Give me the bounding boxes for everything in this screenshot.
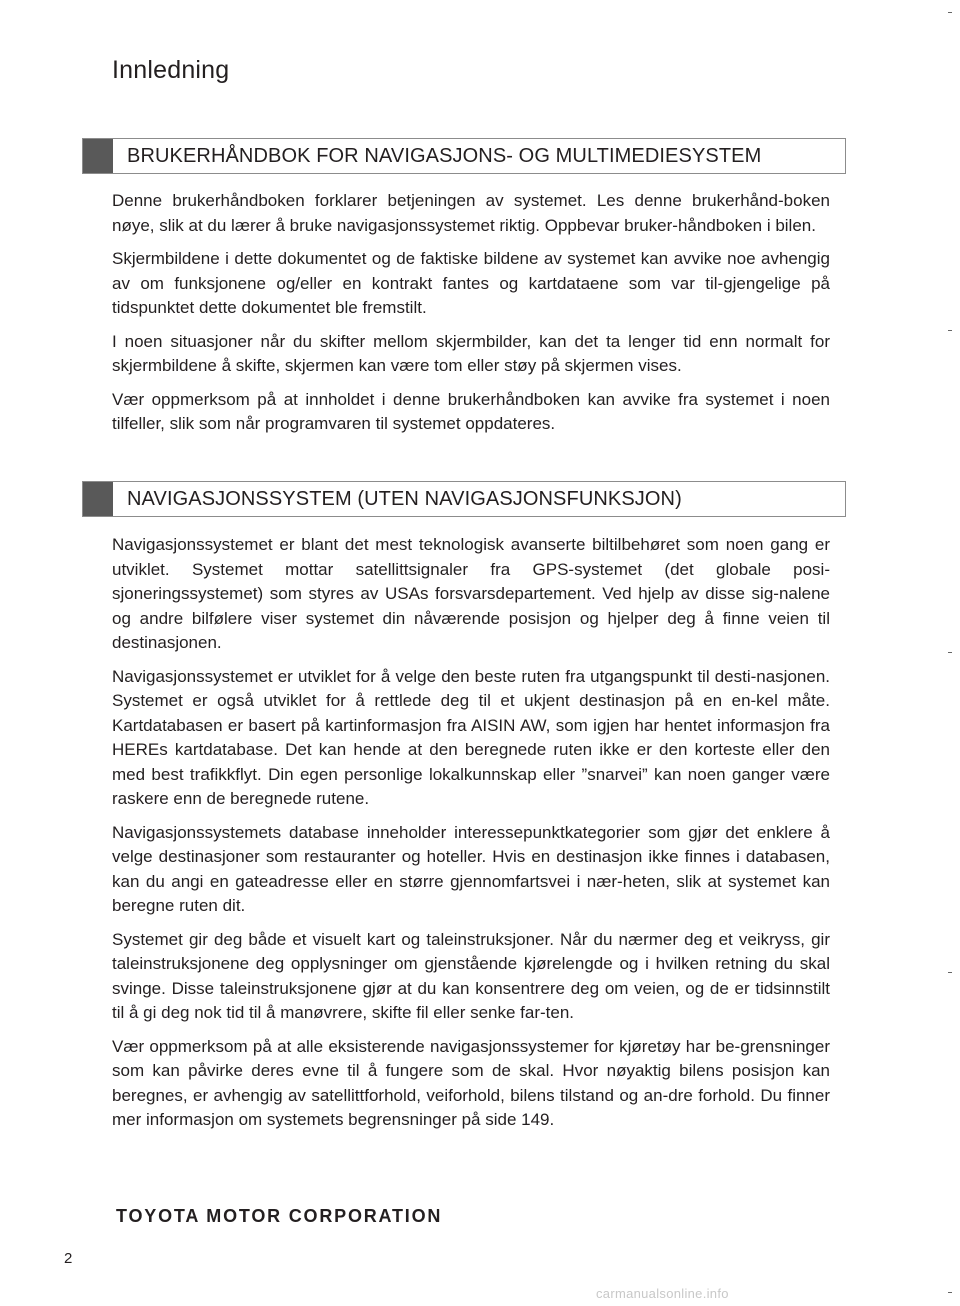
paragraph: I noen situasjoner når du skifter mellom skjermbilder, kan det ta lenger tid enn normalt for skjermbildene å skifte, skjermen kan være tom eller støy på skjermen vises. xyxy=(112,331,830,375)
paragraph: Vær oppmerksom på at alle eksisterende navigasjonssystemer for kjøretøy har be-grensninger som kan påvirke deres evne til å fungere som de skal. Hvor nøyaktig bilens posisjon kan beregnes, er avhengig av satellittforhold, veiforhold, bilens tilstand og an-dre forhold. Du finner mer informasjon om systemets begrensninger på side 149. xyxy=(112,1036,830,1129)
section-body-user-manual xyxy=(112,189,830,446)
section-heading-label: NAVIGASJONSSYSTEM (UTEN NAVIGASJONSFUNKSJON) xyxy=(127,487,682,510)
paragraph: Denne brukerhåndboken forklarer betjeningen av systemet. Les denne brukerhånd-boken nøye, slik at du lærer å bruke navigasjonssystemet riktig. Oppbevar bruker-håndboken i bilen. xyxy=(112,191,830,235)
section-heading-label: BRUKERHÅNDBOK FOR NAVIGASJONS- OG MULTIMEDIESYSTEM xyxy=(127,144,762,167)
section-heading-navigation-system xyxy=(82,481,846,517)
crop-mark xyxy=(948,12,952,13)
section-heading-bar xyxy=(83,482,113,516)
paragraph: Navigasjonssystemet er utviklet for å velge den beste ruten fra utgangspunkt til desti-nasjonen. Systemet er også utviklet for å rettlede deg til et ukjent destinasjon på en en-kel måte. Kartdatabasen er basert på kartinformasjon fra AISIN AW, som igjen har hentet informasjon fra HEREs kartdatabase. Det kan hende at den beregnede ruten ikke er den korteste eller den med best trafikkflyt. Din egen personlige lokalkunnskap eller ”snarvei” kan noen ganger være raskere enn de beregnede rutene. xyxy=(112,666,830,808)
section-body-navigation-system xyxy=(112,533,830,1142)
paragraph: Vær oppmerksom på at innholdet i denne brukerhåndboken kan avvike fra systemet i noen tilfeller, slik som når programvaren til systemet oppdateres. xyxy=(112,389,830,433)
crop-mark xyxy=(948,652,952,653)
crop-mark xyxy=(948,972,952,973)
paragraph: Navigasjonssystemet er blant det mest teknologisk avanserte biltilbehøret som noen gang er utviklet. Systemet mottar satellittsignaler fra GPS-systemet (det globale posi-sjoneringssystemet) som styres av USAs forsvarsdepartement. Ved hjelp av disse sig-nalene og andre bilfølere viser systemet din nåværende posisjon og hjelper deg å finne veien til destinasjonen. xyxy=(112,535,830,652)
crop-mark xyxy=(948,330,952,331)
crop-mark xyxy=(948,1292,952,1293)
paragraph: Navigasjonssystemets database inneholder interessepunktkategorier som gjør det enklere å velge destinasjoner som restauranter og hoteller. Hvis en destinasjon ikke finnes i databasen, kan du angi en gateadresse eller en større gjennomfartsvei i nær-heten, slik at systemet kan beregne ruten dit. xyxy=(112,822,830,915)
paragraph: Skjermbildene i dette dokumentet og de faktiske bildene av systemet kan avvike noe avhengig av om funksjonene og/eller en kontrakt fantes og kartdataene som var til-gjengelige på tidspunktet dette dokumentet ble fremstilt. xyxy=(112,249,830,317)
section-heading-bar xyxy=(83,139,113,173)
watermark: carmanualsonline.info xyxy=(596,1286,729,1301)
page-title: Innledning xyxy=(112,56,230,84)
section-heading-user-manual xyxy=(82,138,846,174)
page-number: 2 xyxy=(64,1250,73,1267)
brand-logo-text: TOYOTA MOTOR CORPORATION xyxy=(116,1206,443,1226)
paragraph: Systemet gir deg både et visuelt kart og taleinstruksjoner. Når du nærmer deg et veikryss, gir taleinstruksjonene deg opplysninger om gjenstående kjørelengde og i hvilken retning du skal svinge. Disse taleinstruksjonene gjør at du kan konsentrere deg om veien, og de er tidsinnstilt til å gi deg nok tid til å manøvrere, skifte fil eller senke far-ten. xyxy=(112,929,830,1022)
